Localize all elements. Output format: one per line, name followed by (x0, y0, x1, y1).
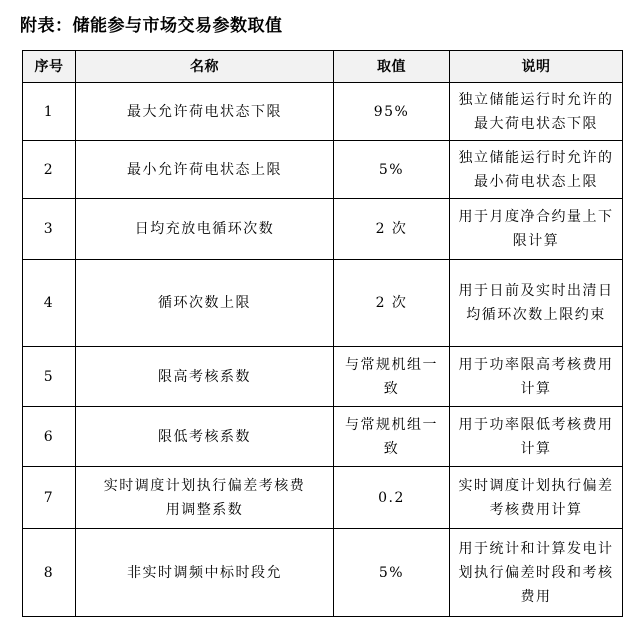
param-name: 实时调度计划执行偏差考核费用调整系数 (103, 477, 306, 518)
param-name: 日均充放电循环次数 (76, 199, 334, 260)
param-name: 最大允许荷电状态下限 (76, 83, 334, 141)
param-value: 2 次 (334, 199, 450, 260)
param-name: 限低考核系数 (76, 407, 334, 467)
param-description: 用于功率限高考核费用计算 (458, 356, 614, 397)
param-name: 非实时调频中标时段允 (76, 529, 334, 617)
table-row (23, 141, 623, 199)
param-value: 5% (334, 141, 450, 199)
header-value: 取值 (334, 51, 450, 83)
param-description: 独立储能运行时允许的最大荷电状态下限 (458, 91, 614, 132)
param-name: 循环次数上限 (76, 260, 334, 347)
table-row (23, 467, 623, 529)
row-index: 1 (23, 83, 76, 141)
table-row (23, 83, 623, 141)
table-row (23, 347, 623, 407)
param-value: 0.2 (334, 467, 450, 529)
param-name: 限高考核系数 (76, 347, 334, 407)
page-title: 附表：储能参与市场交易参数取值 (20, 16, 283, 36)
table-header-row (23, 51, 623, 83)
parameter-table (22, 50, 623, 617)
header-description: 说明 (450, 51, 623, 83)
param-value: 与常规机组一致 (345, 416, 438, 457)
param-description: 用于日前及实时出清日均循环次数上限约束 (458, 283, 614, 323)
param-description: 独立储能运行时允许的最小荷电状态上限 (458, 149, 614, 190)
header-index: 序号 (23, 51, 76, 83)
param-description: 用于功率限低考核费用计算 (458, 416, 614, 457)
table-row (23, 260, 623, 347)
row-index: 5 (23, 347, 76, 407)
table-row (23, 199, 623, 260)
param-value: 2 次 (334, 260, 450, 347)
table-row (23, 529, 623, 617)
row-index: 8 (23, 529, 76, 617)
param-description: 实时调度计划执行偏差考核费用计算 (458, 477, 614, 518)
param-value: 与常规机组一致 (345, 356, 438, 397)
header-name: 名称 (76, 51, 334, 83)
row-index: 4 (23, 260, 76, 347)
row-index: 2 (23, 141, 76, 199)
param-description: 用于统计和计算发电计划执行偏差时段和考核费用 (458, 540, 614, 605)
param-description: 用于月度净合约量上下限计算 (458, 209, 614, 249)
table-row (23, 407, 623, 467)
row-index: 7 (23, 467, 76, 529)
param-value: 95% (334, 83, 450, 141)
row-index: 6 (23, 407, 76, 467)
param-name: 最小允许荷电状态上限 (76, 141, 334, 199)
row-index: 3 (23, 199, 76, 260)
param-value: 5% (334, 529, 450, 617)
